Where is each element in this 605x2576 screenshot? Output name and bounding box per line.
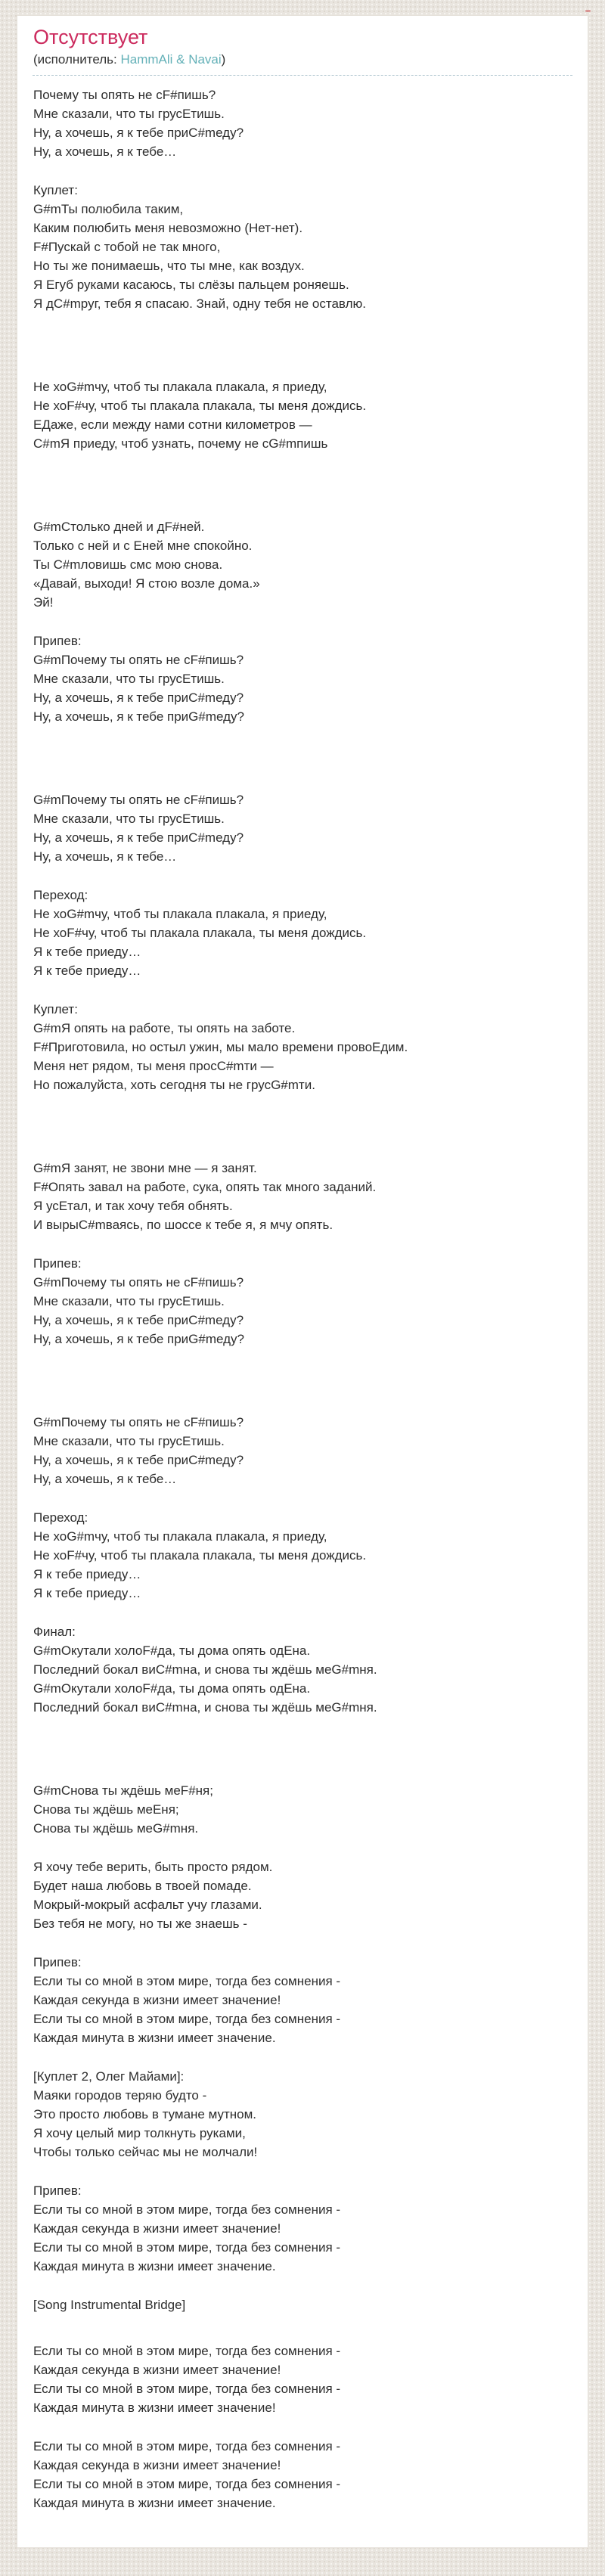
lyric-line: Я хочу целый мир толкнуть руками, xyxy=(33,2126,246,2140)
lyric-block xyxy=(33,1781,572,1838)
lyric-line: Переход: xyxy=(33,888,88,902)
lyric-line: Не хоF#чу, чтоб ты плакала плакала, ты меня дождись. xyxy=(33,1548,367,1563)
lyric-line: G#mТы полюбила таким, xyxy=(33,202,184,216)
lyric-block xyxy=(33,1858,572,1933)
lyric-line: Ну, а хочешь, я к тебе… xyxy=(33,849,177,864)
lyric-line: Но ты же понимаешь, что ты мне, как воздух. xyxy=(33,259,305,273)
lyric-block xyxy=(33,2342,572,2417)
lyric-line: Ну, а хочешь, я к тебе приС#mеду? xyxy=(33,126,244,140)
lyric-line: G#mЯ опять на работе, ты опять на заботе. xyxy=(33,1021,296,1035)
lyric-line: Не хоF#чу, чтоб ты плакала плакала, ты меня дождись. xyxy=(33,926,367,940)
lyric-line: С#mЯ приеду, чтоб узнать, почему не сG#mпишь xyxy=(33,436,328,451)
lyric-line: Чтобы только сейчас мы не молчали! xyxy=(33,2145,258,2159)
lyric-line: G#mПочему ты опять не сF#пишь? xyxy=(33,653,244,667)
lyric-line: Каждая секунда в жизни имеет значение! xyxy=(33,2221,281,2236)
lyric-line: Почему ты опять не сF#пишь? xyxy=(33,88,216,102)
lyric-line: Не хоG#mчу, чтоб ты плакала плакала, я приеду, xyxy=(33,907,327,921)
lyric-line: Не хоF#чу, чтоб ты плакала плакала, ты меня дождись. xyxy=(33,399,367,413)
lyric-line: Ну, а хочешь, я к тебе приС#mеду? xyxy=(33,830,244,845)
lyric-line: Припев: xyxy=(33,634,82,648)
lyric-block xyxy=(33,1254,572,1349)
lyrics-text xyxy=(17,76,588,2547)
lyric-line: G#mОкутали холоF#да, ты дома опять одЕна. xyxy=(33,1681,311,1696)
song-title: Отсутствует xyxy=(33,26,148,48)
artist-prefix-label: (исполнитель: xyxy=(33,52,121,67)
lyric-line: Если ты со мной в этом мире, тогда без сомнения - xyxy=(33,2344,341,2358)
lyric-block xyxy=(33,886,572,980)
lyric-line: Ты С#mловишь смс мою снова. xyxy=(33,557,223,572)
lyric-block xyxy=(33,2181,572,2276)
lyric-line: Каждая минута в жизни имеет значение. xyxy=(33,2259,276,2273)
lyric-line: Я к тебе приеду… xyxy=(33,945,141,959)
lyric-line: Каждая минута в жизни имеет значение! xyxy=(33,2401,276,2415)
lyric-line: Я усЕтал, и так хочу тебя обнять. xyxy=(33,1199,233,1213)
lyric-line: Это просто любовь в тумане мутном. xyxy=(33,2107,257,2121)
lyric-line: Мокрый-мокрый асфальт учу глазами. xyxy=(33,1898,262,1912)
lyric-line: Ну, а хочешь, я к тебе приG#mеду? xyxy=(33,709,244,724)
lyric-line: ЕДаже, если между нами сотни километров — xyxy=(33,417,312,432)
lyric-line: Мне сказали, что ты грусЕтишь. xyxy=(33,107,225,121)
lyric-line: Я дС#mруг, тебя я спасаю. Знай, одну тебя не оставлю. xyxy=(33,296,366,311)
lyric-block xyxy=(33,1413,572,1488)
lyric-block xyxy=(33,1000,572,1094)
lyric-line: Переход: xyxy=(33,1510,88,1525)
lyric-line: Я к тебе приеду… xyxy=(33,1567,141,1581)
lyric-line: Без тебя не могу, но ты же знаешь - xyxy=(33,1916,247,1931)
lyric-line: Если ты со мной в этом мире, тогда без сомнения - xyxy=(33,2477,341,2491)
lyric-line: Я к тебе приеду… xyxy=(33,964,141,978)
lyric-line: Куплет: xyxy=(33,183,78,197)
lyric-line: Припев: xyxy=(33,1256,82,1271)
lyric-line: Мне сказали, что ты грусЕтишь. xyxy=(33,1294,225,1308)
lyric-line: Если ты со мной в этом мире, тогда без сомнения - xyxy=(33,2012,341,2026)
lyric-line: [Куплет 2, Олег Майами]: xyxy=(33,2069,185,2084)
lyric-line: G#mЯ занят, не звони мне — я занят. xyxy=(33,1161,257,1175)
lyric-line: Ну, а хочешь, я к тебе… xyxy=(33,1472,177,1486)
lyric-line: G#mОкутали холоF#да, ты дома опять одЕна. xyxy=(33,1643,311,1658)
lyric-line: F#Пускай с тобой не так много, xyxy=(33,240,221,254)
lyric-line: Мне сказали, что ты грусЕтишь. xyxy=(33,672,225,686)
lyric-line: Мне сказали, что ты грусЕтишь. xyxy=(33,1434,225,1448)
lyric-block xyxy=(33,1159,572,1234)
lyric-line: G#mПочему ты опять не сF#пишь? xyxy=(33,1275,244,1290)
lyric-block xyxy=(33,1508,572,1603)
lyric-line: Только с ней и с Еней мне спокойно. xyxy=(33,538,253,553)
lyric-line: Я Егуб руками касаюсь, ты слёзы пальцем роняешь. xyxy=(33,278,349,292)
lyric-line: Куплет: xyxy=(33,1002,78,1016)
lyric-line: Снова ты ждёшь меЕня; xyxy=(33,1802,179,1817)
texture-speck xyxy=(585,10,591,12)
lyric-line: Не хоG#mчу, чтоб ты плакала плакала, я приеду, xyxy=(33,1529,327,1544)
lyric-block xyxy=(33,377,572,453)
lyric-line: G#mПочему ты опять не сF#пишь? xyxy=(33,1415,244,1429)
lyric-line: Ну, а хочешь, я к тебе приС#mеду? xyxy=(33,1453,244,1467)
lyric-line: Последний бокал виС#mна, и снова ты ждёшь меG#mня. xyxy=(33,1700,377,1715)
lyric-block xyxy=(33,2295,572,2314)
lyric-line: Меня нет рядом, ты меня просС#mти — xyxy=(33,1059,274,1073)
lyric-line: Каждая секунда в жизни имеет значение! xyxy=(33,2363,281,2377)
lyric-block xyxy=(33,1622,572,1717)
lyric-line: Каждая секунда в жизни имеет значение! xyxy=(33,1993,281,2007)
lyric-line: Если ты со мной в этом мире, тогда без сомнения - xyxy=(33,2202,341,2217)
lyric-line: Припев: xyxy=(33,1955,82,1969)
lyric-line: Маяки городов теряю будто - xyxy=(33,2088,207,2103)
lyric-line: Эй! xyxy=(33,595,54,610)
lyric-line: Я к тебе приеду… xyxy=(33,1586,141,1600)
lyric-block xyxy=(33,517,572,612)
lyric-line: Но пожалуйста, хоть сегодня ты не грусG#mти. xyxy=(33,1078,315,1092)
lyric-line: G#mСнова ты ждёшь меF#ня; xyxy=(33,1783,213,1798)
lyric-line: Я хочу тебе верить, быть просто рядом. xyxy=(33,1860,273,1874)
lyric-line: Каждая минута в жизни имеет значение. xyxy=(33,2031,276,2045)
lyric-line: Каким полюбить меня невозможно (Нет-нет). xyxy=(33,221,303,235)
lyric-block xyxy=(33,85,572,161)
lyric-line: Финал: xyxy=(33,1625,76,1639)
lyric-line: Ну, а хочешь, я к тебе приС#mеду? xyxy=(33,1313,244,1327)
lyric-block xyxy=(33,790,572,866)
lyric-line: Ну, а хочешь, я к тебе приС#mеду? xyxy=(33,691,244,705)
lyric-line: Если ты со мной в этом мире, тогда без сомнения - xyxy=(33,2240,341,2255)
lyric-line: Если ты со мной в этом мире, тогда без сомнения - xyxy=(33,1974,341,1988)
lyric-line: Ну, а хочешь, я к тебе… xyxy=(33,144,177,159)
lyric-line: G#mПочему ты опять не сF#пишь? xyxy=(33,793,244,807)
lyric-block xyxy=(33,1953,572,2047)
lyrics-card xyxy=(17,15,588,2548)
lyric-line: Если ты со мной в этом мире, тогда без сомнения - xyxy=(33,2439,341,2453)
lyric-line: F#Приготовила, но остыл ужин, мы мало времени провоЕдим. xyxy=(33,1040,408,1054)
lyric-line: F#Опять завал на работе, сука, опять так много заданий. xyxy=(33,1180,377,1194)
lyric-line: «Давай, выходи! Я стою возле дома.» xyxy=(33,576,260,591)
lyric-line: Если ты со мной в этом мире, тогда без сомнения - xyxy=(33,2382,341,2396)
artist-suffix-label: ) xyxy=(221,52,226,67)
lyric-block xyxy=(33,181,572,313)
lyric-line: Каждая минута в жизни имеет значение. xyxy=(33,2496,276,2510)
lyric-line: G#mСтолько дней и дF#ней. xyxy=(33,520,205,534)
lyric-line: И вырыС#mваясь, по шоссе к тебе я, я мчу опять. xyxy=(33,1218,334,1232)
lyric-block xyxy=(33,2067,572,2162)
lyric-line: Снова ты ждёшь меG#mня. xyxy=(33,1821,199,1836)
artist-link[interactable]: HammAli & Navai xyxy=(120,52,222,67)
lyric-block xyxy=(33,2437,572,2512)
lyric-line: Не хоG#mчу, чтоб ты плакала плакала, я приеду, xyxy=(33,380,327,394)
artist-line xyxy=(33,51,572,68)
lyric-line: Будет наша любовь в твоей помаде. xyxy=(33,1879,252,1893)
lyric-line: Мне сказали, что ты грусЕтишь. xyxy=(33,812,225,826)
lyric-line: [Song Instrumental Bridge] xyxy=(33,2298,186,2312)
lyric-line: Припев: xyxy=(33,2183,82,2198)
lyric-line: Последний бокал виС#mна, и снова ты ждёшь меG#mня. xyxy=(33,1662,377,1677)
lyric-block xyxy=(33,632,572,726)
lyric-line: Ну, а хочешь, я к тебе приG#mеду? xyxy=(33,1332,244,1346)
lyric-line: Каждая секунда в жизни имеет значение! xyxy=(33,2458,281,2472)
song-header xyxy=(33,16,572,76)
